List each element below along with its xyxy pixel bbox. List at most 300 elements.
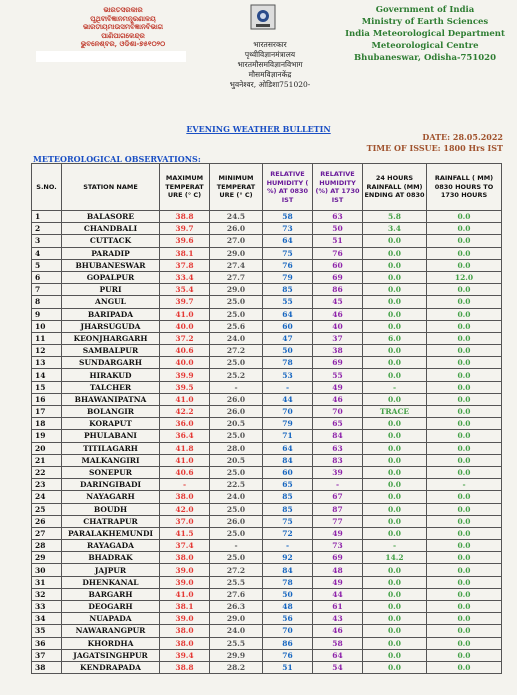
cell-min-temp: 25.5 (210, 576, 263, 588)
cell-sno: 11 (32, 332, 62, 344)
cell-min-temp: 25.0 (210, 503, 263, 515)
cell-max-temp: 36.4 (160, 430, 210, 442)
cell-max-temp: 41.5 (160, 527, 210, 539)
cell-rain-day: 0.0 (427, 552, 502, 564)
cell-station: TALCHER (62, 381, 160, 393)
cell-station: BHAWANIPATNA (62, 393, 160, 405)
cell-rain-day: - (427, 479, 502, 491)
cell-station: PURI (62, 284, 160, 296)
cell-rain-24h: 0.0 (363, 454, 427, 466)
cell-min-temp: 29.0 (210, 613, 263, 625)
cell-min-temp: 27.2 (210, 345, 263, 357)
cell-min-temp: 25.6 (210, 320, 263, 332)
cell-sno: 36 (32, 637, 62, 649)
col-header-rain-day: RAINFALL ( MM) 0830 HOURS TO 1730 HOURS (427, 164, 502, 211)
table-row (32, 211, 502, 223)
cell-sno: 10 (32, 320, 62, 332)
cell-station: SAMBALPUR (62, 345, 160, 357)
cell-rain-day: 0.0 (427, 430, 502, 442)
cell-rain-24h: 0.0 (363, 235, 427, 247)
cell-rain-day: 0.0 (427, 649, 502, 661)
cell-min-temp: 20.5 (210, 454, 263, 466)
col-header-rh-0830: RELATIVE HUMIDITY ( %) AT 0830 IST (263, 164, 313, 211)
cell-max-temp: 41.0 (160, 588, 210, 600)
cell-rh-0830: 75 (263, 515, 313, 527)
table-row (32, 540, 502, 552)
cell-min-temp: 25.0 (210, 357, 263, 369)
cell-rh-1730: 64 (313, 649, 363, 661)
cell-min-temp: 25.0 (210, 552, 263, 564)
table-row (32, 601, 502, 613)
cell-rain-day: 0.0 (427, 613, 502, 625)
cell-station: BALASORE (62, 211, 160, 223)
cell-rain-day: 0.0 (427, 393, 502, 405)
table-row (32, 491, 502, 503)
cell-rain-24h: - (363, 381, 427, 393)
cell-rain-day: 0.0 (427, 320, 502, 332)
cell-min-temp: 27.4 (210, 259, 263, 271)
table-row (32, 345, 502, 357)
cell-rain-24h: - (363, 540, 427, 552)
cell-rh-1730: 46 (313, 625, 363, 637)
cell-rain-24h: 0.0 (363, 527, 427, 539)
cell-rh-0830: 51 (263, 661, 313, 673)
cell-rain-24h: 0.0 (363, 515, 427, 527)
cell-min-temp: 26.3 (210, 601, 263, 613)
table-row (32, 576, 502, 588)
cell-station: BOUDH (62, 503, 160, 515)
cell-rh-1730: 63 (313, 211, 363, 223)
table-row (32, 296, 502, 308)
cell-sno: 8 (32, 296, 62, 308)
cell-sno: 33 (32, 601, 62, 613)
cell-rain-24h: 0.0 (363, 466, 427, 478)
cell-rh-0830: 64 (263, 235, 313, 247)
cell-station: PARALAKHEMUNDI (62, 527, 160, 539)
cell-min-temp: 25.5 (210, 637, 263, 649)
table-row (32, 454, 502, 466)
cell-max-temp: 38.0 (160, 625, 210, 637)
cell-rh-1730: 67 (313, 491, 363, 503)
cell-station: NAYAGARH (62, 491, 160, 503)
cell-rh-1730: 38 (313, 345, 363, 357)
cell-rh-1730: 51 (313, 235, 363, 247)
cell-max-temp: 38.8 (160, 211, 210, 223)
cell-rain-day: 0.0 (427, 661, 502, 673)
cell-rh-1730: 45 (313, 296, 363, 308)
date-line: DATE: 28.05.2022 (422, 132, 503, 142)
cell-rain-24h: 0.0 (363, 430, 427, 442)
cell-rain-day: 0.0 (427, 491, 502, 503)
cell-min-temp: 25.0 (210, 466, 263, 478)
cell-sno: 6 (32, 271, 62, 283)
table-row (32, 588, 502, 600)
cell-sno: 26 (32, 515, 62, 527)
table-header-row (32, 164, 502, 211)
cell-min-temp: 27.0 (210, 235, 263, 247)
cell-rain-day: 0.0 (427, 332, 502, 344)
table-row (32, 625, 502, 637)
table-row (32, 381, 502, 393)
cell-rh-0830: 56 (263, 613, 313, 625)
cell-rh-0830: 76 (263, 649, 313, 661)
cell-rh-1730: 48 (313, 564, 363, 576)
cell-max-temp: 38.8 (160, 661, 210, 673)
cell-rain-day: 0.0 (427, 466, 502, 478)
cell-max-temp: 39.6 (160, 235, 210, 247)
cell-rain-day: 0.0 (427, 223, 502, 235)
cell-rh-1730: 70 (313, 406, 363, 418)
cell-sno: 2 (32, 223, 62, 235)
cell-sno: 17 (32, 406, 62, 418)
cell-max-temp: 39.0 (160, 564, 210, 576)
cell-sno: 5 (32, 259, 62, 271)
cell-rain-24h: 0.0 (363, 357, 427, 369)
cell-sno: 27 (32, 527, 62, 539)
cell-min-temp: 24.5 (210, 211, 263, 223)
table-row (32, 332, 502, 344)
cell-rh-1730: 87 (313, 503, 363, 515)
cell-rain-24h: 0.0 (363, 661, 427, 673)
table-row (32, 271, 502, 283)
col-header-sno: S.NO. (32, 164, 62, 211)
cell-min-temp: 26.0 (210, 223, 263, 235)
cell-station: KENDRAPADA (62, 661, 160, 673)
cell-max-temp: 38.1 (160, 601, 210, 613)
cell-rh-0830: 60 (263, 320, 313, 332)
cell-rh-1730: 46 (313, 393, 363, 405)
table-row (32, 479, 502, 491)
cell-rh-0830: 53 (263, 369, 313, 381)
cell-rh-0830: 76 (263, 259, 313, 271)
cell-max-temp: 42.2 (160, 406, 210, 418)
cell-rh-0830: 78 (263, 576, 313, 588)
cell-rh-0830: 70 (263, 406, 313, 418)
cell-rain-day: 0.0 (427, 503, 502, 515)
cell-rh-0830: 64 (263, 442, 313, 454)
cell-max-temp: 37.2 (160, 332, 210, 344)
cell-sno: 13 (32, 357, 62, 369)
cell-min-temp: 22.5 (210, 479, 263, 491)
cell-rh-1730: 54 (313, 661, 363, 673)
cell-rh-0830: 92 (263, 552, 313, 564)
cell-rh-1730: 44 (313, 588, 363, 600)
cell-max-temp: 41.0 (160, 454, 210, 466)
cell-sno: 28 (32, 540, 62, 552)
hindi-line-3: भारतमौसमविज्ञानविभाग (237, 60, 303, 69)
cell-sno: 23 (32, 479, 62, 491)
cell-rh-0830: 84 (263, 564, 313, 576)
cell-max-temp: 41.8 (160, 442, 210, 454)
cell-sno: 15 (32, 381, 62, 393)
cell-rh-1730: 60 (313, 259, 363, 271)
odia-header (58, 6, 188, 62)
cell-rh-1730: 58 (313, 637, 363, 649)
cell-max-temp: 37.4 (160, 540, 210, 552)
cell-rain-24h: 0.0 (363, 308, 427, 320)
cell-rh-1730: 46 (313, 308, 363, 320)
cell-max-temp: 39.0 (160, 576, 210, 588)
cell-max-temp: 38.0 (160, 637, 210, 649)
cell-min-temp: 27.6 (210, 588, 263, 600)
cell-rh-1730: 39 (313, 466, 363, 478)
cell-rain-day: 0.0 (427, 259, 502, 271)
english-header (345, 4, 505, 64)
cell-rain-24h: 5.8 (363, 211, 427, 223)
cell-sno: 24 (32, 491, 62, 503)
table-row (32, 564, 502, 576)
cell-rain-24h: 0.0 (363, 442, 427, 454)
table-row (32, 320, 502, 332)
cell-max-temp: 36.0 (160, 418, 210, 430)
cell-rh-0830: 85 (263, 491, 313, 503)
cell-rh-0830: 72 (263, 527, 313, 539)
cell-min-temp: 28.0 (210, 442, 263, 454)
cell-rh-1730: - (313, 479, 363, 491)
cell-rain-day: 12.0 (427, 271, 502, 283)
cell-rain-day: 0.0 (427, 308, 502, 320)
table-row (32, 259, 502, 271)
cell-max-temp: 41.0 (160, 308, 210, 320)
cell-rain-24h: 0.0 (363, 491, 427, 503)
cell-rh-1730: 69 (313, 271, 363, 283)
english-line-3: India Meteorological Department (345, 29, 505, 39)
cell-sno: 25 (32, 503, 62, 515)
cell-min-temp: - (210, 381, 263, 393)
issue-time-line: TIME OF ISSUE: 1800 Hrs IST (366, 143, 503, 153)
english-line-4: Meteorological Centre (371, 41, 479, 51)
cell-rh-1730: 83 (313, 454, 363, 466)
cell-rh-1730: 49 (313, 381, 363, 393)
cell-min-temp: 25.0 (210, 308, 263, 320)
cell-sno: 35 (32, 625, 62, 637)
cell-rh-0830: 50 (263, 588, 313, 600)
cell-station: BHUBANESWAR (62, 259, 160, 271)
cell-rain-day: 0.0 (427, 247, 502, 259)
cell-max-temp: 39.7 (160, 223, 210, 235)
cell-rh-1730: 55 (313, 369, 363, 381)
cell-station: JAGATSINGHPUR (62, 649, 160, 661)
cell-rain-24h: 0.0 (363, 259, 427, 271)
cell-sno: 30 (32, 564, 62, 576)
cell-max-temp: 37.0 (160, 515, 210, 527)
cell-min-temp: 28.2 (210, 661, 263, 673)
english-line-5: Bhubaneswar, Odisha-751020 (353, 53, 497, 63)
cell-max-temp: 40.0 (160, 320, 210, 332)
cell-sno: 19 (32, 430, 62, 442)
cell-rain-day: 0.0 (427, 625, 502, 637)
hindi-line-5: भुवनेश्वर, ओडिशा751020- (229, 80, 311, 89)
cell-rain-24h: 0.0 (363, 296, 427, 308)
cell-rain-day: 0.0 (427, 369, 502, 381)
cell-rh-0830: 79 (263, 271, 313, 283)
cell-rain-24h: 0.0 (363, 418, 427, 430)
cell-max-temp: 35.4 (160, 284, 210, 296)
cell-rain-24h: 0.0 (363, 393, 427, 405)
cell-station: BHADRAK (62, 552, 160, 564)
odia-line-3: ଭାରତୀୟମାଉସମବିଜ୍ଞାନବିଭାଗ (82, 22, 164, 31)
cell-sno: 18 (32, 418, 62, 430)
cell-rain-day: 0.0 (427, 601, 502, 613)
cell-station: CHANDBALI (62, 223, 160, 235)
col-header-min-temp: MINIMUM TEMPERAT URE (° C) (210, 164, 263, 211)
cell-station: NAWARANGPUR (62, 625, 160, 637)
cell-sno: 34 (32, 613, 62, 625)
cell-rh-0830: 75 (263, 247, 313, 259)
cell-rh-0830: 71 (263, 430, 313, 442)
cell-rh-0830: 85 (263, 284, 313, 296)
cell-sno: 37 (32, 649, 62, 661)
cell-sno: 22 (32, 466, 62, 478)
cell-min-temp: 26.0 (210, 406, 263, 418)
cell-min-temp: 25.0 (210, 296, 263, 308)
cell-sno: 20 (32, 442, 62, 454)
cell-rh-1730: 61 (313, 601, 363, 613)
cell-sno: 1 (32, 211, 62, 223)
table-row (32, 284, 502, 296)
cell-station: MALKANGIRI (62, 454, 160, 466)
cell-rh-1730: 50 (313, 223, 363, 235)
observations-table (31, 163, 502, 674)
cell-rh-0830: 47 (263, 332, 313, 344)
cell-rain-day: 0.0 (427, 515, 502, 527)
cell-rain-day: 0.0 (427, 576, 502, 588)
cell-max-temp: 39.5 (160, 381, 210, 393)
table-row (32, 369, 502, 381)
odia-line-2: ପୃଥିବୀବିଜ୍ଞାନମନ୍ତ୍ରଣାଳୟ (90, 13, 156, 23)
cell-rh-1730: 69 (313, 552, 363, 564)
cell-max-temp: 41.0 (160, 393, 210, 405)
cell-rh-0830: 65 (263, 479, 313, 491)
table-row (32, 613, 502, 625)
table-row (32, 466, 502, 478)
cell-station: DARINGIBADI (62, 479, 160, 491)
cell-rain-day: 0.0 (427, 454, 502, 466)
cell-max-temp: 38.0 (160, 552, 210, 564)
col-header-station: STATION NAME (62, 164, 160, 211)
cell-station: PHULABANI (62, 430, 160, 442)
cell-rain-day: 0.0 (427, 637, 502, 649)
cell-sno: 3 (32, 235, 62, 247)
cell-rh-1730: 65 (313, 418, 363, 430)
cell-rh-0830: - (263, 540, 313, 552)
table-row (32, 527, 502, 539)
cell-max-temp: 38.0 (160, 491, 210, 503)
cell-sno: 16 (32, 393, 62, 405)
cell-sno: 32 (32, 588, 62, 600)
cell-min-temp: 26.0 (210, 393, 263, 405)
cell-station: ANGUL (62, 296, 160, 308)
table-row (32, 418, 502, 430)
bulletin-title: EVENING WEATHER BULLETIN (186, 124, 331, 134)
table-row (32, 247, 502, 259)
table-row (32, 357, 502, 369)
cell-station: PARADIP (62, 247, 160, 259)
cell-max-temp: 33.4 (160, 271, 210, 283)
cell-min-temp: 27.2 (210, 564, 263, 576)
cell-rh-0830: 60 (263, 466, 313, 478)
cell-sno: 21 (32, 454, 62, 466)
cell-min-temp: 29.9 (210, 649, 263, 661)
cell-rain-day: 0.0 (427, 284, 502, 296)
cell-rh-0830: 58 (263, 211, 313, 223)
cell-rh-0830: 73 (263, 223, 313, 235)
cell-station: GOPALPUR (62, 271, 160, 283)
cell-rh-0830: 70 (263, 625, 313, 637)
cell-rain-day: 0.0 (427, 540, 502, 552)
cell-max-temp: 40.6 (160, 466, 210, 478)
cell-station: JHARSUGUDA (62, 320, 160, 332)
cell-station: JAJPUR (62, 564, 160, 576)
cell-rh-0830: 50 (263, 345, 313, 357)
cell-rain-24h: 0.0 (363, 601, 427, 613)
cell-rh-0830: 84 (263, 454, 313, 466)
cell-rain-24h: 0.0 (363, 479, 427, 491)
cell-min-temp: 24.0 (210, 491, 263, 503)
cell-rain-24h: TRACE (363, 406, 427, 418)
issue-info (367, 132, 503, 154)
cell-sno: 7 (32, 284, 62, 296)
cell-min-temp: 27.7 (210, 271, 263, 283)
table-row (32, 235, 502, 247)
cell-rh-0830: 78 (263, 357, 313, 369)
cell-rain-day: 0.0 (427, 357, 502, 369)
hindi-line-2: पृथ्वीविज्ञानमंत्रालय (244, 50, 296, 59)
cell-station: BARIPADA (62, 308, 160, 320)
cell-rain-day: 0.0 (427, 296, 502, 308)
cell-max-temp: 42.0 (160, 503, 210, 515)
cell-min-temp: - (210, 540, 263, 552)
cell-station: TITILAGARH (62, 442, 160, 454)
cell-sno: 29 (32, 552, 62, 564)
cell-rain-day: 0.0 (427, 235, 502, 247)
cell-station: HIRAKUD (62, 369, 160, 381)
cell-sno: 9 (32, 308, 62, 320)
cell-rain-24h: 0.0 (363, 576, 427, 588)
cell-rh-0830: 55 (263, 296, 313, 308)
cell-rain-24h: 6.0 (363, 332, 427, 344)
table-row (32, 393, 502, 405)
cell-station: KORAPUT (62, 418, 160, 430)
cell-rain-24h: 0.0 (363, 247, 427, 259)
cell-min-temp: 25.0 (210, 430, 263, 442)
cell-max-temp: 39.0 (160, 613, 210, 625)
cell-station: BOLANGIR (62, 406, 160, 418)
table-row (32, 503, 502, 515)
cell-max-temp: 39.7 (160, 296, 210, 308)
cell-rh-1730: 63 (313, 442, 363, 454)
cell-station: BARGARH (62, 588, 160, 600)
cell-min-temp: 25.2 (210, 369, 263, 381)
cell-rh-0830: - (263, 381, 313, 393)
cell-rain-day: 0.0 (427, 442, 502, 454)
cell-rh-1730: 37 (313, 332, 363, 344)
cell-rh-1730: 40 (313, 320, 363, 332)
odia-line-4: ପାଣିପାଗକେନ୍ଦ୍ର (101, 30, 145, 40)
cell-rh-1730: 76 (313, 247, 363, 259)
hindi-line-4: मौसमविज्ञानकेंद्र (248, 70, 292, 79)
cell-rh-0830: 85 (263, 503, 313, 515)
cell-rain-24h: 0.0 (363, 369, 427, 381)
imd-emblem-icon (250, 4, 276, 32)
table-row (32, 442, 502, 454)
redacted-box (36, 51, 186, 62)
cell-rh-1730: 69 (313, 357, 363, 369)
cell-max-temp: 39.9 (160, 369, 210, 381)
table-row (32, 515, 502, 527)
cell-station: CUTTACK (62, 235, 160, 247)
cell-rh-1730: 43 (313, 613, 363, 625)
